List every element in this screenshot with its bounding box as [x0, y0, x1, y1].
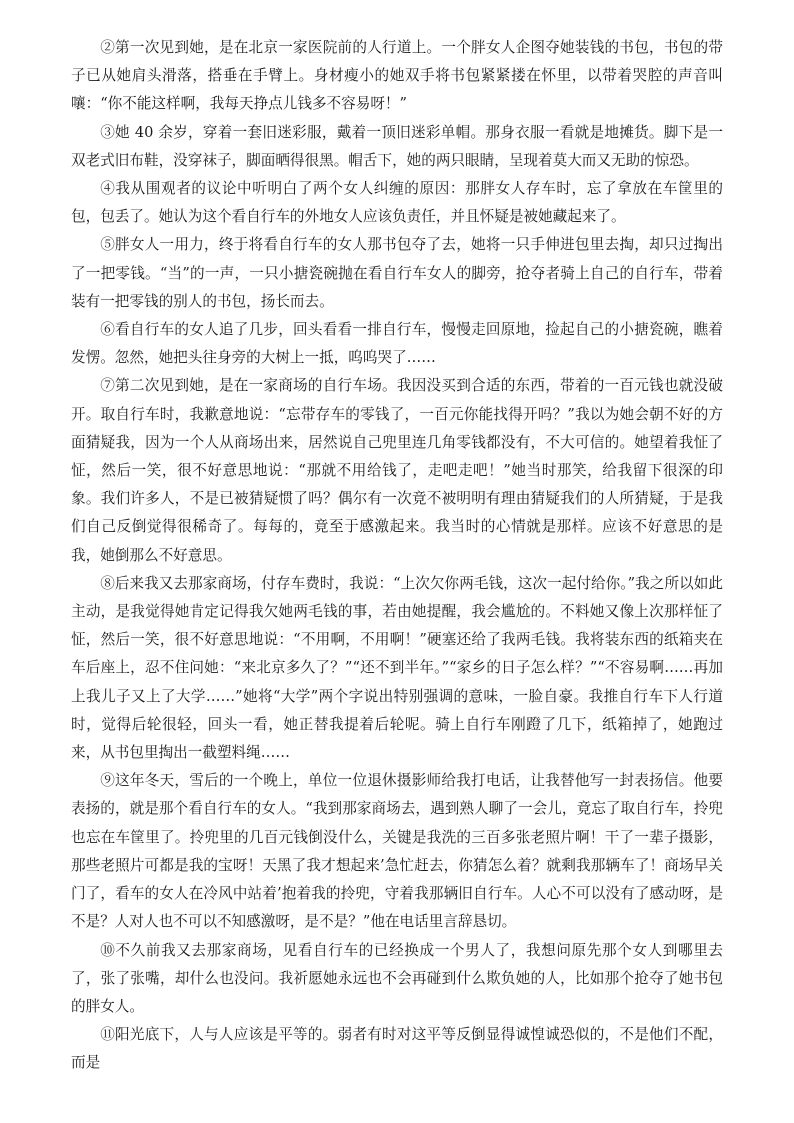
paragraph-9: ⑨这年冬天，雪后的一个晚上，单位一位退休摄影师给我打电话，让我替他写一封表扬信。他要表扬的，就是那个看自行车的女人。“我到那家商场去，遇到熟人聊了一会儿，竟忘了取自行车，拎兜也忘在车筐里了。拎兜里的几百元钱倒没什么，关键是我洗的三百多张老照片啊！干了一辈子摄影，那些老照片可都是我的宝呀！天黑了我才想起来’急忙赶去，你猜怎么着？就剩我那辆车了！商场早关门了，看车的女人在冷风中站着’抱着我的拎兜，守着我那辆旧自行车。人心不可以没有了感动呀，是不是？人对人也不可以不知感激呀，是不是？”他在电话里言辞恳切。 — [71, 772, 723, 931]
paragraph-2: ②第一次见到她，是在北京一家医院前的人行道上。一个胖女人企图夺她装钱的书包，书包的带子已从她肩头滑落，搭垂在手臂上。身材瘦小的她双手将书包紧紧搂在怀里，以带着哭腔的声音叫嚷：“你不能这样啊，我每天挣点儿钱多不容易呀！” — [71, 39, 723, 113]
paragraph-6: ⑥看自行车的女人追了几步，回头看看一排自行车，慢慢走回原地，捡起自己的小搪瓷碗，瞧着发愣。忽然，她把头往身旁的大树上一抵，呜呜哭了…… — [71, 321, 723, 367]
paragraph-4: ④我从围观者的议论中听明白了两个女人纠缠的原因：那胖女人存车时，忘了拿放在车筐里的包，包丢了。她认为这个看自行车的外地女人应该负责任，并且怀疑是被她藏起来了。 — [71, 180, 723, 226]
paragraph-8: ⑧后来我又去那家商场，付存车费时，我说：“上次欠你两毛钱，这次一起付给你。”我之所以如此主动，是我觉得她肯定记得我欠她两毛钱的事，若由她提醒，我会尴尬的。不料她又像上次那样怔了怔，然后一笑，很不好意思地说：“不用啊，不用啊！”硬塞还给了我两毛钱。我将装东西的纸箱夹在车后座上，忍不住问她：“来北京多久了？”“还不到半年。”“家乡的日子怎么样？”“不容易啊……再加上我儿子又上了大学……”她将“大学”两个字说出特别强调的意味，一脸自豪。我推自行车下人行道时，觉得后轮很轻，回头一看，她正替我提着后轮呢。骑上自行车刚蹬了几下，纸箱掉了，她跑过来，从书包里掏出一截塑料绳…… — [71, 574, 723, 762]
article-body — [71, 34, 723, 1078]
paragraph-10: ⑩不久前我又去那家商场，见看自行车的已经换成一个男人了，我想问原先那个女人到哪里去了，张了张嘴，却什么也没问。我祈愿她永远也不会再碰到什么欺负她的人，比如那个抢夺了她书包的胖女人。 — [71, 941, 723, 1015]
paragraph-11: ⑪阳光底下，人与人应该是平等的。弱者有时对这平等反倒显得诚惶诚恐似的，不是他们不配，而是 — [71, 1026, 723, 1072]
paragraph-5: ⑤胖女人一用力，终于将看自行车的女人那书包夺了去，她将一只手伸进包里去掏，却只过掏出了一把零钱。“当”的一声，一只小搪瓷碗抛在看自行车女人的脚旁，抢夺者骑上自己的自行车，带着装有一把零钱的别人的书包，扬长而去。 — [71, 236, 723, 310]
paragraph-3: ③她 40 余岁，穿着一套旧迷彩服，戴着一顶旧迷彩单帽。那身衣服一看就是地摊货。脚下是一双老式旧布鞋，没穿袜子，脚面晒得很黑。帽舌下，她的两只眼睛，呈现着莫大而又无助的惊恐。 — [71, 123, 723, 169]
paragraph-7: ⑦第二次见到她，是在一家商场的自行车场。我因没买到合适的东西，带着的一百元钱也就没破开。取自行车时，我歉意地说：“忘带存车的零钱了，一百元你能找得开吗？”我以为她会朝不好的方面猜疑我，因为一个人从商场出来，居然说自己兜里连几角零钱都没有，不大可信的。她望着我怔了怔，然后一笑，很不好意思地说：“那就不用给钱了，走吧走吧！”她当时那笑，给我留下很深的印象。我们许多人，不是已被猜疑惯了吗？偶尔有一次竟不被明明有理由猜疑我们的人所猜疑，于是我们自己反倒觉得很稀奇了。每每的，竟至于感激起来。我当时的心情就是那样。应该不好意思的是我，她倒那么不好意思。 — [71, 377, 723, 564]
